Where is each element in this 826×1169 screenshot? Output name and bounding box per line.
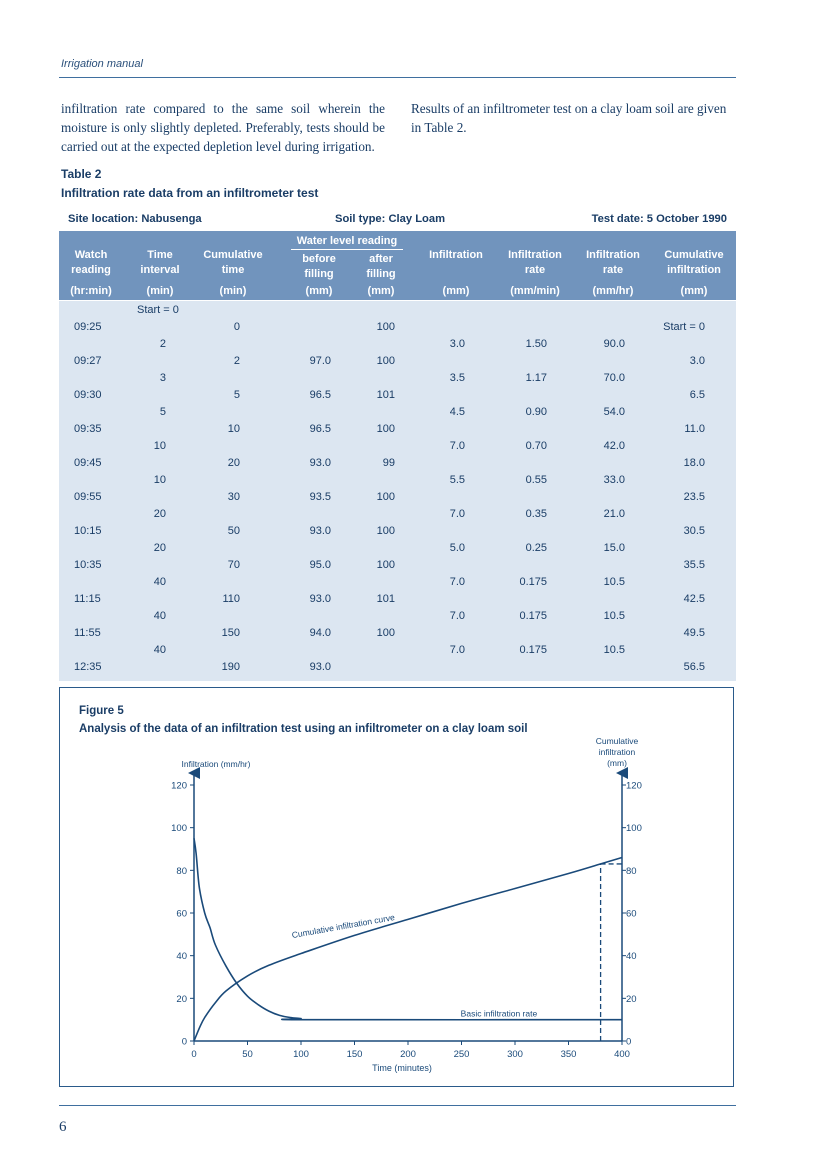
cell-rate-hr: 33.0 [603,474,625,486]
cell-interval: 40 [153,610,166,622]
cell-rate-hr: 90.0 [603,338,625,350]
x-tick-label: 400 [614,1049,630,1060]
cell-before: 93.0 [309,457,331,469]
y-tick-label-left: 100 [171,823,187,835]
cell-interval: 10 [153,440,166,452]
col-water-level: Water level reading [291,234,403,250]
soil-type: Soil type: Clay Loam [335,213,446,225]
unit-cum-inf: (mm) [680,285,708,297]
cell-interval: 40 [153,644,166,656]
cell-after: 100 [376,559,395,571]
y-tick-label-left: 60 [176,908,187,920]
cell-interval: 10 [153,474,166,486]
start-label: Start = 0 [137,304,179,316]
x-tick-label: 50 [242,1049,253,1060]
cell-watch: 09:35 [74,423,102,435]
cell-before: 96.5 [309,389,331,401]
cell-watch: 11:15 [74,593,101,605]
cell-interval: 20 [153,542,166,554]
y-tick-label-left: 0 [181,1036,187,1048]
unit-cumtime: (min) [219,285,247,297]
cell-cum-inf: 42.5 [683,593,705,605]
header-rule [59,77,736,78]
col-infiltration: Infiltration [429,249,483,261]
cell-watch: 09:55 [74,491,102,503]
cell-rate-min: 1.17 [525,372,547,384]
site-location: Site location: Nabusenga [68,213,202,225]
unit-rate-min: (mm/min) [510,285,560,297]
cell-infiltration: 7.0 [449,508,465,520]
col-cumtime: Cumulative time [203,249,263,276]
cell-after: 100 [376,627,395,639]
running-header: Irrigation manual [61,58,143,70]
cell-rate-min: 0.175 [519,644,547,656]
cell-cum-inf: 56.5 [683,661,705,673]
x-tick-label: 0 [191,1049,197,1060]
intro-right-paragraph: Results of an infiltrometer test on a clay loam soil are given in Table 2. [411,101,727,135]
table-site-row [59,208,736,230]
cell-rate-min: 0.55 [525,474,547,486]
x-tick-label: 350 [560,1049,577,1060]
test-date: Test date: 5 October 1990 [591,213,727,225]
cell-cum-inf: 30.5 [683,525,705,537]
cell-rate-hr: 10.5 [603,644,625,656]
cell-before: 95.0 [309,559,331,571]
cell-cum-inf: 6.5 [689,389,705,401]
cell-interval: 20 [153,508,166,520]
cell-rate-min: 1.50 [525,338,547,350]
col-watch: Watch reading [71,249,111,276]
cell-after: 100 [376,491,395,503]
y-axis-label-left: Infiltration (mm/hr) [181,759,251,769]
cell-watch: 10:35 [74,559,102,571]
cell-rate-hr: 15.0 [603,542,625,554]
y-tick-label-left: 20 [176,993,187,1005]
series-label-cumulative: Cumulative infiltration curve [291,912,396,941]
col-rate-hr: Infiltration rate [586,249,640,276]
col-after: after filling [366,253,396,280]
cell-cum-inf: 11.0 [684,423,705,435]
cell-interval: 2 [159,338,166,350]
cell-before: 94.0 [309,627,331,639]
cell-rate-min: 0.35 [525,508,547,520]
page-number: 6 [59,1119,67,1135]
cell-after: 101 [376,389,395,401]
series-label-basic-rate: Basic infiltration rate [460,1008,538,1019]
cell-before: 97.0 [309,355,331,367]
cell-infiltration: 7.0 [449,644,465,656]
cell-infiltration: 7.0 [449,576,465,588]
y-axis-label-right: Cumulative [595,736,639,746]
cell-interval: 5 [159,406,166,418]
cell-rate-min: 0.70 [525,440,547,452]
cell-cumtime: 150 [221,627,240,639]
unit-rate-hr: (mm/hr) [592,285,634,297]
cell-before: 93.0 [309,525,331,537]
cell-rate-hr: 10.5 [603,576,625,588]
cell-cumtime: 5 [233,389,240,401]
cell-after: 100 [376,321,395,333]
y-tick-label-left: 80 [176,865,187,877]
x-axis-label: Time (minutes) [372,1063,432,1073]
cell-rate-min: 0.175 [519,576,547,588]
col-rate-min: Infiltration rate [508,249,562,276]
cell-after: 100 [376,525,395,537]
unit-before: (mm) [305,285,333,297]
y-tick-label-left: 120 [171,780,187,792]
cell-before: 93.0 [309,593,331,605]
intro-left-paragraph: infiltration rate compared to the same soil wherein the moisture is only slightly depleted. Preferably, tests should be carried out at the expected depletion level during irrigation. [61,101,385,154]
cell-watch: 10:15 [74,525,102,537]
x-tick-label: 100 [293,1049,309,1060]
cell-cum-inf: 3.0 [689,355,705,367]
figure-box [59,687,734,1087]
unit-interval: (min) [146,285,174,297]
y-tick-label-right: 20 [626,993,637,1005]
col-cum-inf: Cumulative infiltration [664,249,724,276]
cell-watch: 09:30 [74,389,102,401]
x-tick-label: 200 [400,1049,416,1060]
cell-infiltration: 5.0 [449,542,465,554]
table-caption: Infiltration rate data from an infiltrometer test [61,186,319,200]
cell-infiltration: 3.0 [449,338,465,350]
x-tick-label: 300 [507,1049,523,1060]
table-label: Table 2 [61,167,102,181]
cell-cum-inf: 18.0 [683,457,705,469]
cell-cumtime: 0 [233,321,240,333]
x-tick-label: 150 [346,1049,363,1060]
cell-infiltration: 4.5 [449,406,465,418]
y-tick-label-right: 60 [626,908,637,920]
cell-cumtime: 20 [227,457,240,469]
cell-watch: 09:25 [74,321,102,333]
cell-cum-inf: Start = 0 [663,321,705,333]
cell-cum-inf: 49.5 [683,627,705,639]
cell-infiltration: 7.0 [449,610,465,622]
cell-rate-hr: 54.0 [603,406,625,418]
y-tick-label-left: 40 [176,951,187,963]
y-tick-label-right: 120 [626,780,642,792]
table-header [59,231,736,300]
x-tick-label: 250 [453,1049,470,1060]
cell-after: 100 [376,355,395,367]
cell-before: 93.0 [309,661,331,673]
cell-interval: 40 [153,576,166,588]
cell-watch: 09:45 [74,457,102,469]
cell-watch: 11:55 [74,627,101,639]
unit-watch: (hr:min) [70,285,112,297]
cell-infiltration: 3.5 [449,372,465,384]
cell-cumtime: 110 [222,593,240,605]
cell-cumtime: 10 [227,423,240,435]
cell-after: 101 [376,593,395,605]
cell-after: 99 [382,457,395,469]
unit-infiltration: (mm) [442,285,470,297]
cell-cumtime: 70 [227,559,240,571]
cell-rate-hr: 21.0 [603,508,625,520]
y-tick-label-right: 40 [626,951,637,963]
col-before: before filling [302,253,336,280]
table-body [59,301,736,681]
cell-rate-hr: 10.5 [603,610,625,622]
cell-cumtime: 30 [227,491,240,503]
y-tick-label-right: 80 [626,865,637,877]
cell-infiltration: 5.5 [449,474,465,486]
footer-rule [59,1105,736,1106]
cell-interval: 3 [159,372,166,384]
y-tick-label-right: 100 [626,823,642,835]
cell-rate-hr: 70.0 [603,372,625,384]
cell-cumtime: 50 [227,525,240,537]
cell-rate-min: 0.175 [519,610,547,622]
cell-rate-min: 0.90 [525,406,547,418]
cell-cum-inf: 23.5 [683,491,705,503]
cell-rate-hr: 42.0 [603,440,625,452]
cell-watch: 12:35 [74,661,102,673]
figure-label: Figure 5 [79,705,124,717]
cell-before: 96.5 [309,423,331,435]
cell-after: 100 [376,423,395,435]
cell-cumtime: 190 [221,661,240,673]
unit-after: (mm) [367,285,395,297]
figure-caption: Analysis of the data of an infiltration test using an infiltrometer on a clay loam soil [79,723,528,735]
cell-cum-inf: 35.5 [683,559,705,571]
cell-before: 93.5 [309,491,331,503]
col-interval: Time interval [140,249,180,276]
y-axis-label-right: infiltration [598,747,636,757]
y-tick-label-right: 0 [626,1036,632,1048]
cell-watch: 09:27 [74,355,102,367]
y-axis-label-right: (mm) [607,758,627,768]
cell-cumtime: 2 [233,355,240,367]
cell-rate-min: 0.25 [525,542,547,554]
cell-infiltration: 7.0 [449,440,465,452]
